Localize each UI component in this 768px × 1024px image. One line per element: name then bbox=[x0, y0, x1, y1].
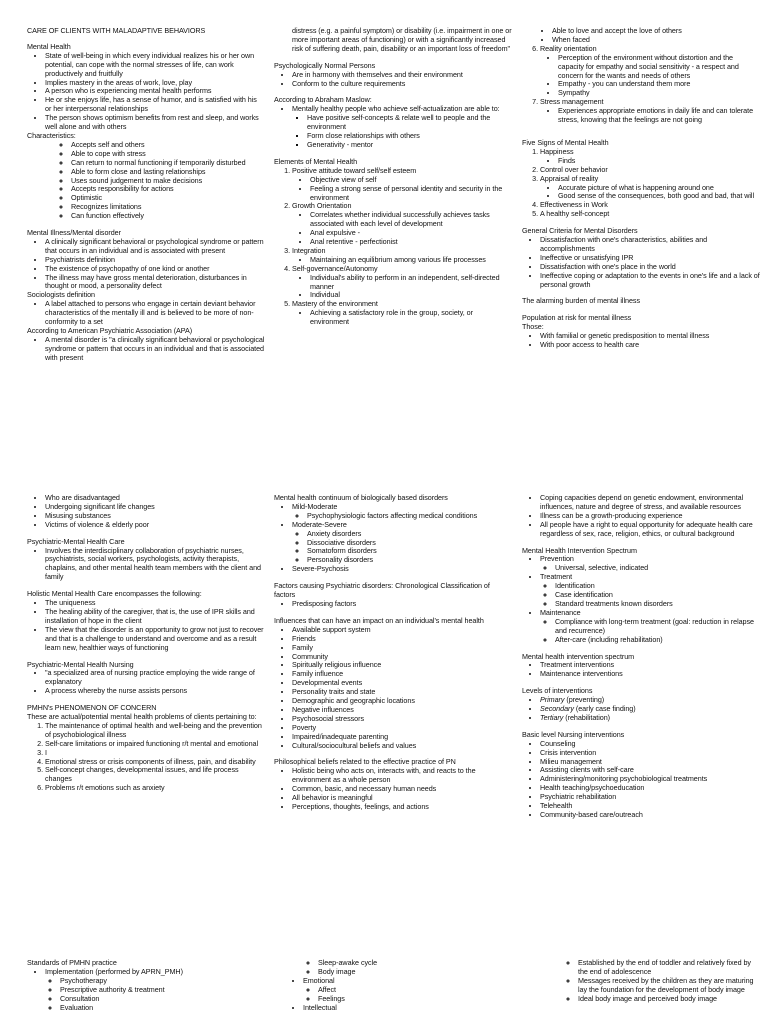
list-item: ◦ Compliance with long-term treatment (goal: reduction in relapse and recurrence) bbox=[555, 618, 760, 636]
list-item bbox=[292, 105, 512, 150]
list-item-text: Growth Orientation bbox=[292, 201, 352, 211]
block2-col3 bbox=[522, 494, 760, 820]
list-item: • Involves the interdisciplinary collaboration of psychiatric nurses, psychiatrists, social workers, psychologists, activity therapists, chaplains, and other mental health team members with the client and family bbox=[45, 547, 265, 583]
section-heading: Levels of interventions bbox=[522, 686, 593, 696]
section-heading: Mental health continuum of biologically based disorders bbox=[274, 493, 448, 502]
list-item: 5. A healthy self-concept bbox=[540, 210, 760, 219]
list-item: • Intellectual bbox=[303, 1004, 512, 1013]
level-term: Primary bbox=[540, 695, 565, 705]
list-item bbox=[540, 573, 760, 609]
list-item: • Ineffective coping or adaptation to the events in one's life and a lack of personal growth bbox=[540, 272, 760, 290]
list-item: ◦ Prescriptive authority & treatment bbox=[60, 986, 265, 995]
list-item: • A mental disorder is "a clinically significant behavioral or psychological syndrome or pattern that occurs in an individual and that is associated with present bbox=[45, 336, 265, 363]
sub-list bbox=[292, 176, 512, 203]
list-item: • Perception of the environment without distortion and the capacity for empathy and social sensitivity - a respect and concern for the wants and needs of others bbox=[558, 54, 760, 81]
sub-list bbox=[540, 618, 760, 645]
list-item: • He or she enjoys life, has a sense of humor, and is satisfied with his or her interpersonal relationships bbox=[45, 96, 265, 114]
list-item: • Able to love and accept the love of others bbox=[552, 27, 760, 36]
list-item: ◦ Can return to normal functioning if temporarily disturbed bbox=[71, 159, 265, 168]
list-item: • A person who is experiencing mental health performs bbox=[45, 87, 265, 96]
list-item: • Accurate picture of what is happening around one bbox=[558, 184, 760, 193]
list-item: • A process whereby the nurse assists persons bbox=[45, 687, 265, 696]
list-item: ▪ Form close relationships with others bbox=[307, 132, 512, 141]
bullet-list bbox=[522, 555, 760, 644]
list-item: ◦ Optimistic bbox=[71, 194, 265, 203]
sub-list bbox=[303, 986, 512, 1004]
list-item: • Individual bbox=[310, 291, 512, 300]
list-item: • Common, basic, and necessary human needs bbox=[292, 785, 512, 794]
list-item: • The illness may have gross mental deterioration, disturbances in thought or mood, a personality defect bbox=[45, 274, 265, 292]
section-heading: General Criteria for Mental Disorders bbox=[522, 226, 638, 236]
sub-list bbox=[522, 27, 760, 45]
list-item: • Maintenance interventions bbox=[540, 670, 760, 679]
bullet-list bbox=[274, 600, 512, 609]
list-item: • Impaired/inadequate parenting bbox=[292, 733, 512, 742]
list-item: • The healing ability of the caregiver, that is, the use of IPR skills and installation of hope in the client bbox=[45, 608, 265, 626]
bullet-list bbox=[522, 696, 760, 723]
list-item: • Telehealth bbox=[540, 802, 760, 811]
list-item: ◦ Universal, selective, indicated bbox=[555, 564, 760, 573]
block3-col1 bbox=[27, 959, 265, 1012]
list-item: • Implies mastery in the areas of work, love, play bbox=[45, 79, 265, 88]
sub-list bbox=[540, 582, 760, 609]
bullet-list bbox=[522, 494, 760, 539]
list-item: • Are in harmony with themselves and their environment bbox=[292, 71, 512, 80]
list-item: • Community-based care/outreach bbox=[540, 811, 760, 820]
list-item: • Cultural/sociocultural beliefs and values bbox=[292, 742, 512, 751]
list-item: ◦ After-care (including rehabilitation) bbox=[555, 636, 760, 645]
list-item: • Personality traits and state bbox=[292, 688, 512, 697]
list-item: • Finds bbox=[558, 157, 760, 166]
block1-col2 bbox=[274, 27, 512, 327]
list-item bbox=[540, 609, 760, 645]
list-item: • Community bbox=[292, 653, 512, 662]
list-item: • Crisis intervention bbox=[540, 749, 760, 758]
list-item: • The existence of psychopathy of one kind or another bbox=[45, 265, 265, 274]
section-heading: According to American Psychiatric Association (APA) bbox=[27, 326, 193, 335]
bullet-list bbox=[522, 332, 760, 350]
section-heading: Mental Illness/Mental disorder bbox=[27, 228, 121, 238]
list-item: • Undergoing significant life changes bbox=[45, 503, 265, 512]
list-item: ◦ Dissociative disorders bbox=[307, 539, 512, 548]
list-item: • Victims of violence & elderly poor bbox=[45, 521, 265, 530]
bullet-list bbox=[274, 626, 512, 751]
list-item bbox=[540, 148, 760, 166]
list-item: ▪ Have positive self-concepts & relate well to people and the environment bbox=[307, 114, 512, 132]
list-item: • Anal expulsive - bbox=[310, 229, 512, 238]
list-item: 2. Control over behavior bbox=[540, 166, 760, 175]
section-heading: Psychologically Normal Persons bbox=[274, 60, 376, 70]
list-item: • Empathy - you can understand them more bbox=[558, 80, 760, 89]
list-item: • Maintaining an equilibrium among various life processes bbox=[310, 256, 512, 265]
sub-list bbox=[540, 184, 760, 202]
bullet-list bbox=[274, 105, 512, 150]
list-item-text: Happiness bbox=[540, 146, 574, 156]
section-heading: Mental Health bbox=[27, 41, 71, 51]
bullet-list bbox=[27, 968, 265, 1013]
list-item: • Demographic and geographic locations bbox=[292, 697, 512, 706]
level-desc: (rehabilitation) bbox=[563, 712, 611, 722]
list-item: • Dissatisfaction with one's characteristics, abilities and accomplishments bbox=[540, 236, 760, 254]
list-item: • Misusing substances bbox=[45, 512, 265, 521]
continued-text: distress (e.g. a painful symptom) or disability (i.e. impairment in one or more important areas of functioning) or with a significantly increased risk of suffering death, pain, disability or an important loss of freedom" bbox=[292, 26, 512, 53]
list-item: ◦ Able to form close and lasting relationships bbox=[71, 168, 265, 177]
section-heading: Population at risk for mental illness bbox=[522, 313, 632, 323]
document-title: CARE OF CLIENTS WITH MALADAPTIVE BEHAVIORS bbox=[27, 26, 206, 35]
list-item: • When faced bbox=[552, 36, 760, 45]
bullet-list bbox=[27, 52, 265, 132]
list-item: • With familial or genetic predisposition to mental illness bbox=[540, 332, 760, 341]
list-item: • Spiritually religious influence bbox=[292, 661, 512, 670]
list-item: 3. I bbox=[45, 749, 265, 758]
list-item: • Counseling bbox=[540, 740, 760, 749]
list-item: ◦ Somatoform disorders bbox=[307, 547, 512, 556]
section-heading: Holistic Mental Health Care encompasses the following: bbox=[27, 589, 202, 599]
list-item: 2. Self-care limitations or impaired functioning r/t mental and emotional bbox=[45, 740, 265, 749]
list-item: • Dissatisfaction with one's place in the world bbox=[540, 263, 760, 272]
list-item: • Psychiatrists definition bbox=[45, 256, 265, 265]
list-item: ◦ Accepts self and others bbox=[71, 141, 265, 150]
list-item: ◦ Accepts responsibility for actions bbox=[71, 185, 265, 194]
bullet-list bbox=[27, 300, 265, 327]
list-item: ◦ Can function effectively bbox=[71, 212, 265, 221]
list-item-text: Mentally healthy people who achieve self-actualization are able to: bbox=[292, 104, 500, 114]
list-item bbox=[540, 555, 760, 573]
list-item bbox=[540, 98, 760, 125]
list-item bbox=[292, 167, 512, 203]
section-heading: Characteristics: bbox=[27, 130, 76, 140]
list-item: • Objective view of self bbox=[310, 176, 512, 185]
list-item-text: Moderate-Severe bbox=[292, 519, 347, 529]
bullet-list bbox=[27, 336, 265, 363]
list-item-text: Reality orientation bbox=[540, 43, 597, 53]
section-heading: Psychiatric-Mental Health Care bbox=[27, 536, 125, 546]
list-item: • Family bbox=[292, 644, 512, 653]
list-item: • Available support system bbox=[292, 626, 512, 635]
list-item bbox=[540, 175, 760, 202]
bullet-list bbox=[522, 236, 760, 289]
list-item: • Poverty bbox=[292, 724, 512, 733]
list-item: ◦ Identification bbox=[555, 582, 760, 591]
section-heading: Standards of PMHN practice bbox=[27, 958, 117, 967]
list-item-text: Implementation (performed by APRN_PMH) bbox=[45, 966, 183, 976]
list-item: ▪ Generativity - mentor bbox=[307, 141, 512, 150]
list-item: ◦ Standard treatments known disorders bbox=[555, 600, 760, 609]
list-item: ◦ Able to cope with stress bbox=[71, 150, 265, 159]
list-item bbox=[303, 977, 512, 1004]
list-item bbox=[292, 247, 512, 265]
section-heading: Mental health intervention spectrum bbox=[522, 651, 635, 661]
list-item-text: Mild-Moderate bbox=[292, 501, 338, 511]
section-heading: Elements of Mental Health bbox=[274, 156, 358, 166]
list-item: ◦ Affect bbox=[318, 986, 512, 995]
block3-col2 bbox=[274, 959, 512, 1012]
list-item: 1. The maintenance of optimal health and well-being and the prevention of psychobiological illness bbox=[45, 722, 265, 740]
list-item: ◦ Ideal body image and perceived body image bbox=[578, 995, 760, 1004]
list-item: ◦ Psychotherapy bbox=[60, 977, 265, 986]
list-item bbox=[45, 968, 265, 1013]
list-item: • The view that the disorder is an opportunity to grow not just to recover and that is a challenge to understand and overcome and as a result learn new, healthier ways of functioning bbox=[45, 626, 265, 653]
list-item: • State of well-being in which every individual realizes his or her own potential, can cope with the normal stresses of life, can work productively and fruitfully bbox=[45, 52, 265, 79]
bullet-list bbox=[274, 767, 512, 812]
sub-list bbox=[540, 107, 760, 125]
list-item: 6. Problems r/t emotions such as anxiety bbox=[45, 784, 265, 793]
bullet-list bbox=[274, 71, 512, 89]
list-item: • Milieu management bbox=[540, 758, 760, 767]
list-item bbox=[292, 202, 512, 247]
section-heading: Influences that can have an impact on an individual's mental health bbox=[274, 615, 484, 625]
bullet-list bbox=[522, 740, 760, 820]
bullet-list bbox=[522, 661, 760, 679]
list-item: • Developmental events bbox=[292, 679, 512, 688]
list-item: • Psychiatric rehabilitation bbox=[540, 793, 760, 802]
bullet-list bbox=[27, 669, 265, 696]
list-item: • Ineffective or unsatisfying IPR bbox=[540, 254, 760, 263]
list-item-text: Prevention bbox=[540, 554, 574, 564]
list-item: ◦ Personality disorders bbox=[307, 556, 512, 565]
list-item: ◦ Sleep-awake cycle bbox=[318, 959, 512, 968]
list-item: 4. Emotional stress or crisis components of illness, pain, and disability bbox=[45, 758, 265, 767]
list-item: • Sympathy bbox=[558, 89, 760, 98]
list-item: ◦ Psychophysiologic factors affecting medical conditions bbox=[307, 512, 512, 521]
section-heading: Factors causing Psychiatric disorders: Chronological Classification of factors bbox=[274, 581, 490, 600]
sub-list bbox=[522, 959, 760, 1004]
list-item-text: Stress management bbox=[540, 97, 604, 107]
list-item: • Negative influences bbox=[292, 706, 512, 715]
section-heading: Five Signs of Mental Health bbox=[522, 137, 609, 147]
list-item: • Individual's ability to perform in an independent, self-directed manner bbox=[310, 274, 512, 292]
section-heading: Philosophical beliefs related to the effective practice of PN bbox=[274, 757, 456, 767]
level-desc: (early case finding) bbox=[573, 704, 636, 714]
bullet-list bbox=[27, 599, 265, 652]
list-item-text: Maintenance bbox=[540, 607, 581, 617]
numbered-list bbox=[274, 167, 512, 327]
block2-col2 bbox=[274, 494, 512, 812]
sub-list bbox=[274, 959, 512, 977]
list-item: • Friends bbox=[292, 635, 512, 644]
sub-list bbox=[292, 309, 512, 327]
numbered-list bbox=[27, 722, 265, 793]
list-item: ◦ Consultation bbox=[60, 995, 265, 1004]
list-item: • The person shows optimism benefits from rest and sleep, and works well alone and with others bbox=[45, 114, 265, 132]
bullet-list bbox=[27, 238, 265, 291]
list-item-text: Emotional bbox=[303, 975, 335, 985]
section-heading: PMHN's PHENOMENON OF CONCERN bbox=[27, 703, 157, 713]
list-item-text: Mastery of the environment bbox=[292, 299, 378, 309]
list-item: • "a specialized area of nursing practice employing the wide range of explanatory bbox=[45, 669, 265, 687]
list-item-text: Self-governance/Autonomy bbox=[292, 263, 378, 273]
list-item bbox=[540, 714, 760, 723]
numbered-list bbox=[522, 45, 760, 125]
section-heading: Sociologists definition bbox=[27, 290, 95, 300]
list-item: • Administering/monitoring psychobiological treatments bbox=[540, 775, 760, 784]
list-item: • All people have a right to equal opportunity for adequate health care regardless of sex, race, religion, ethics, or cultural background bbox=[540, 521, 760, 539]
sub-list bbox=[540, 564, 760, 573]
list-item bbox=[292, 503, 512, 521]
list-item: • Psychosocial stressors bbox=[292, 715, 512, 724]
list-item bbox=[292, 265, 512, 301]
bullet-list bbox=[27, 547, 265, 583]
list-item: ◦ Case identification bbox=[555, 591, 760, 600]
list-item bbox=[292, 521, 512, 566]
list-item: • Treatment interventions bbox=[540, 661, 760, 670]
section-heading: Mental Health Intervention Spectrum bbox=[522, 545, 637, 555]
list-item: ◦ Body image bbox=[318, 968, 512, 977]
list-item: • Conform to the culture requirements bbox=[292, 80, 512, 89]
section-heading: Psychiatric-Mental Health Nursing bbox=[27, 659, 134, 669]
block1-col3 bbox=[522, 27, 760, 350]
block1-col1 bbox=[27, 27, 265, 363]
sub-list bbox=[292, 274, 512, 301]
list-item: 5. Self-concept changes, developmental issues, and life process changes bbox=[45, 766, 265, 784]
list-item: ◦ Recognizes limitations bbox=[71, 203, 265, 212]
level-desc: (preventing) bbox=[564, 695, 605, 705]
list-item: • A clinically significant behavioral or psychological syndrome or pattern that occurs in an individual and is associated with present bbox=[45, 238, 265, 256]
list-item-text: Appraisal of reality bbox=[540, 173, 599, 183]
list-item: • Who are disadvantaged bbox=[45, 494, 265, 503]
list-item: • Correlates whether individual successfully achieves tasks associated with each level of development bbox=[310, 211, 512, 229]
list-item: • With poor access to health care bbox=[540, 341, 760, 350]
sub-list bbox=[27, 141, 265, 221]
list-item: • A label attached to persons who engage in certain deviant behavior characteristics of the mentally ill and is believed to be more of non-conformity to a set bbox=[45, 300, 265, 327]
list-item: • Holistic being who acts on, interacts with, and reacts to the environment as a whole person bbox=[292, 767, 512, 785]
list-item: • Experiences appropriate emotions in daily life and can tolerate stress, knowing that the feelings are not going bbox=[558, 107, 760, 125]
list-item: • Perceptions, thoughts, feelings, and actions bbox=[292, 803, 512, 812]
list-item: • Achieving a satisfactory role in the group, society, or environment bbox=[310, 309, 512, 327]
list-item-text: Integration bbox=[292, 245, 326, 255]
sub-list bbox=[292, 114, 512, 150]
section-heading: According to Abraham Maslow: bbox=[274, 95, 372, 105]
bullet-list bbox=[274, 977, 512, 1013]
bullet-list bbox=[27, 494, 265, 530]
list-item: ◦ Messages received by the children as they are maturing lay the foundation for the development of body image bbox=[578, 977, 760, 995]
list-item: ◦ Established by the end of toddler and relatively fixed by the end of adolescence bbox=[578, 959, 760, 977]
list-item: • Severe-Psychosis bbox=[292, 565, 512, 574]
list-item: • Good sense of the consequences, both good and bad, that will bbox=[558, 192, 760, 201]
sub-list bbox=[292, 530, 512, 566]
section-heading: Basic level Nursing interventions bbox=[522, 729, 625, 739]
sub-list bbox=[540, 54, 760, 99]
section-heading: The alarming burden of mental illness bbox=[522, 296, 641, 306]
list-item: • Predisposing factors bbox=[292, 600, 512, 609]
list-item: ◦ Feelings bbox=[318, 995, 512, 1004]
list-item: • Anal retentive - perfectionist bbox=[310, 238, 512, 247]
sub-list bbox=[292, 211, 512, 247]
level-term: Tertiary bbox=[540, 712, 564, 722]
block3-col3 bbox=[522, 959, 760, 1004]
list-item: • Feeling a strong sense of personal identity and security in the environment bbox=[310, 185, 512, 203]
list-item: • Coping capacities depend on genetic endowment, environmental influences, nature and degree of stress, and available resources bbox=[540, 494, 760, 512]
list-item: • Illness can be a growth-producing experience bbox=[540, 512, 760, 521]
list-item: • Health teaching/psychoeducation bbox=[540, 784, 760, 793]
bullet-list bbox=[274, 503, 512, 574]
list-item: ◦ Uses sound judgement to make decisions bbox=[71, 177, 265, 186]
numbered-list bbox=[522, 148, 760, 219]
list-item: • The uniqueness bbox=[45, 599, 265, 608]
list-item: 4. Effectiveness in Work bbox=[540, 201, 760, 210]
list-item-text: Positive attitude toward self/self esteem bbox=[292, 165, 417, 175]
list-item: • All behavior is meaningful bbox=[292, 794, 512, 803]
level-term: Secondary bbox=[540, 704, 574, 714]
list-item: ◦ Anxiety disorders bbox=[307, 530, 512, 539]
list-item: • Family influence bbox=[292, 670, 512, 679]
sub-list bbox=[45, 977, 265, 1013]
list-item bbox=[540, 45, 760, 98]
list-item: ◦ Evaluation bbox=[60, 1004, 265, 1013]
block2-col1 bbox=[27, 494, 265, 793]
list-item-text: Treatment bbox=[540, 572, 573, 582]
list-item: • Assisting clients with self-care bbox=[540, 766, 760, 775]
list-item bbox=[292, 300, 512, 327]
section-heading: Those: bbox=[522, 322, 544, 332]
intro-text: These are actual/potential mental health problems of clients pertaining to: bbox=[27, 712, 257, 722]
